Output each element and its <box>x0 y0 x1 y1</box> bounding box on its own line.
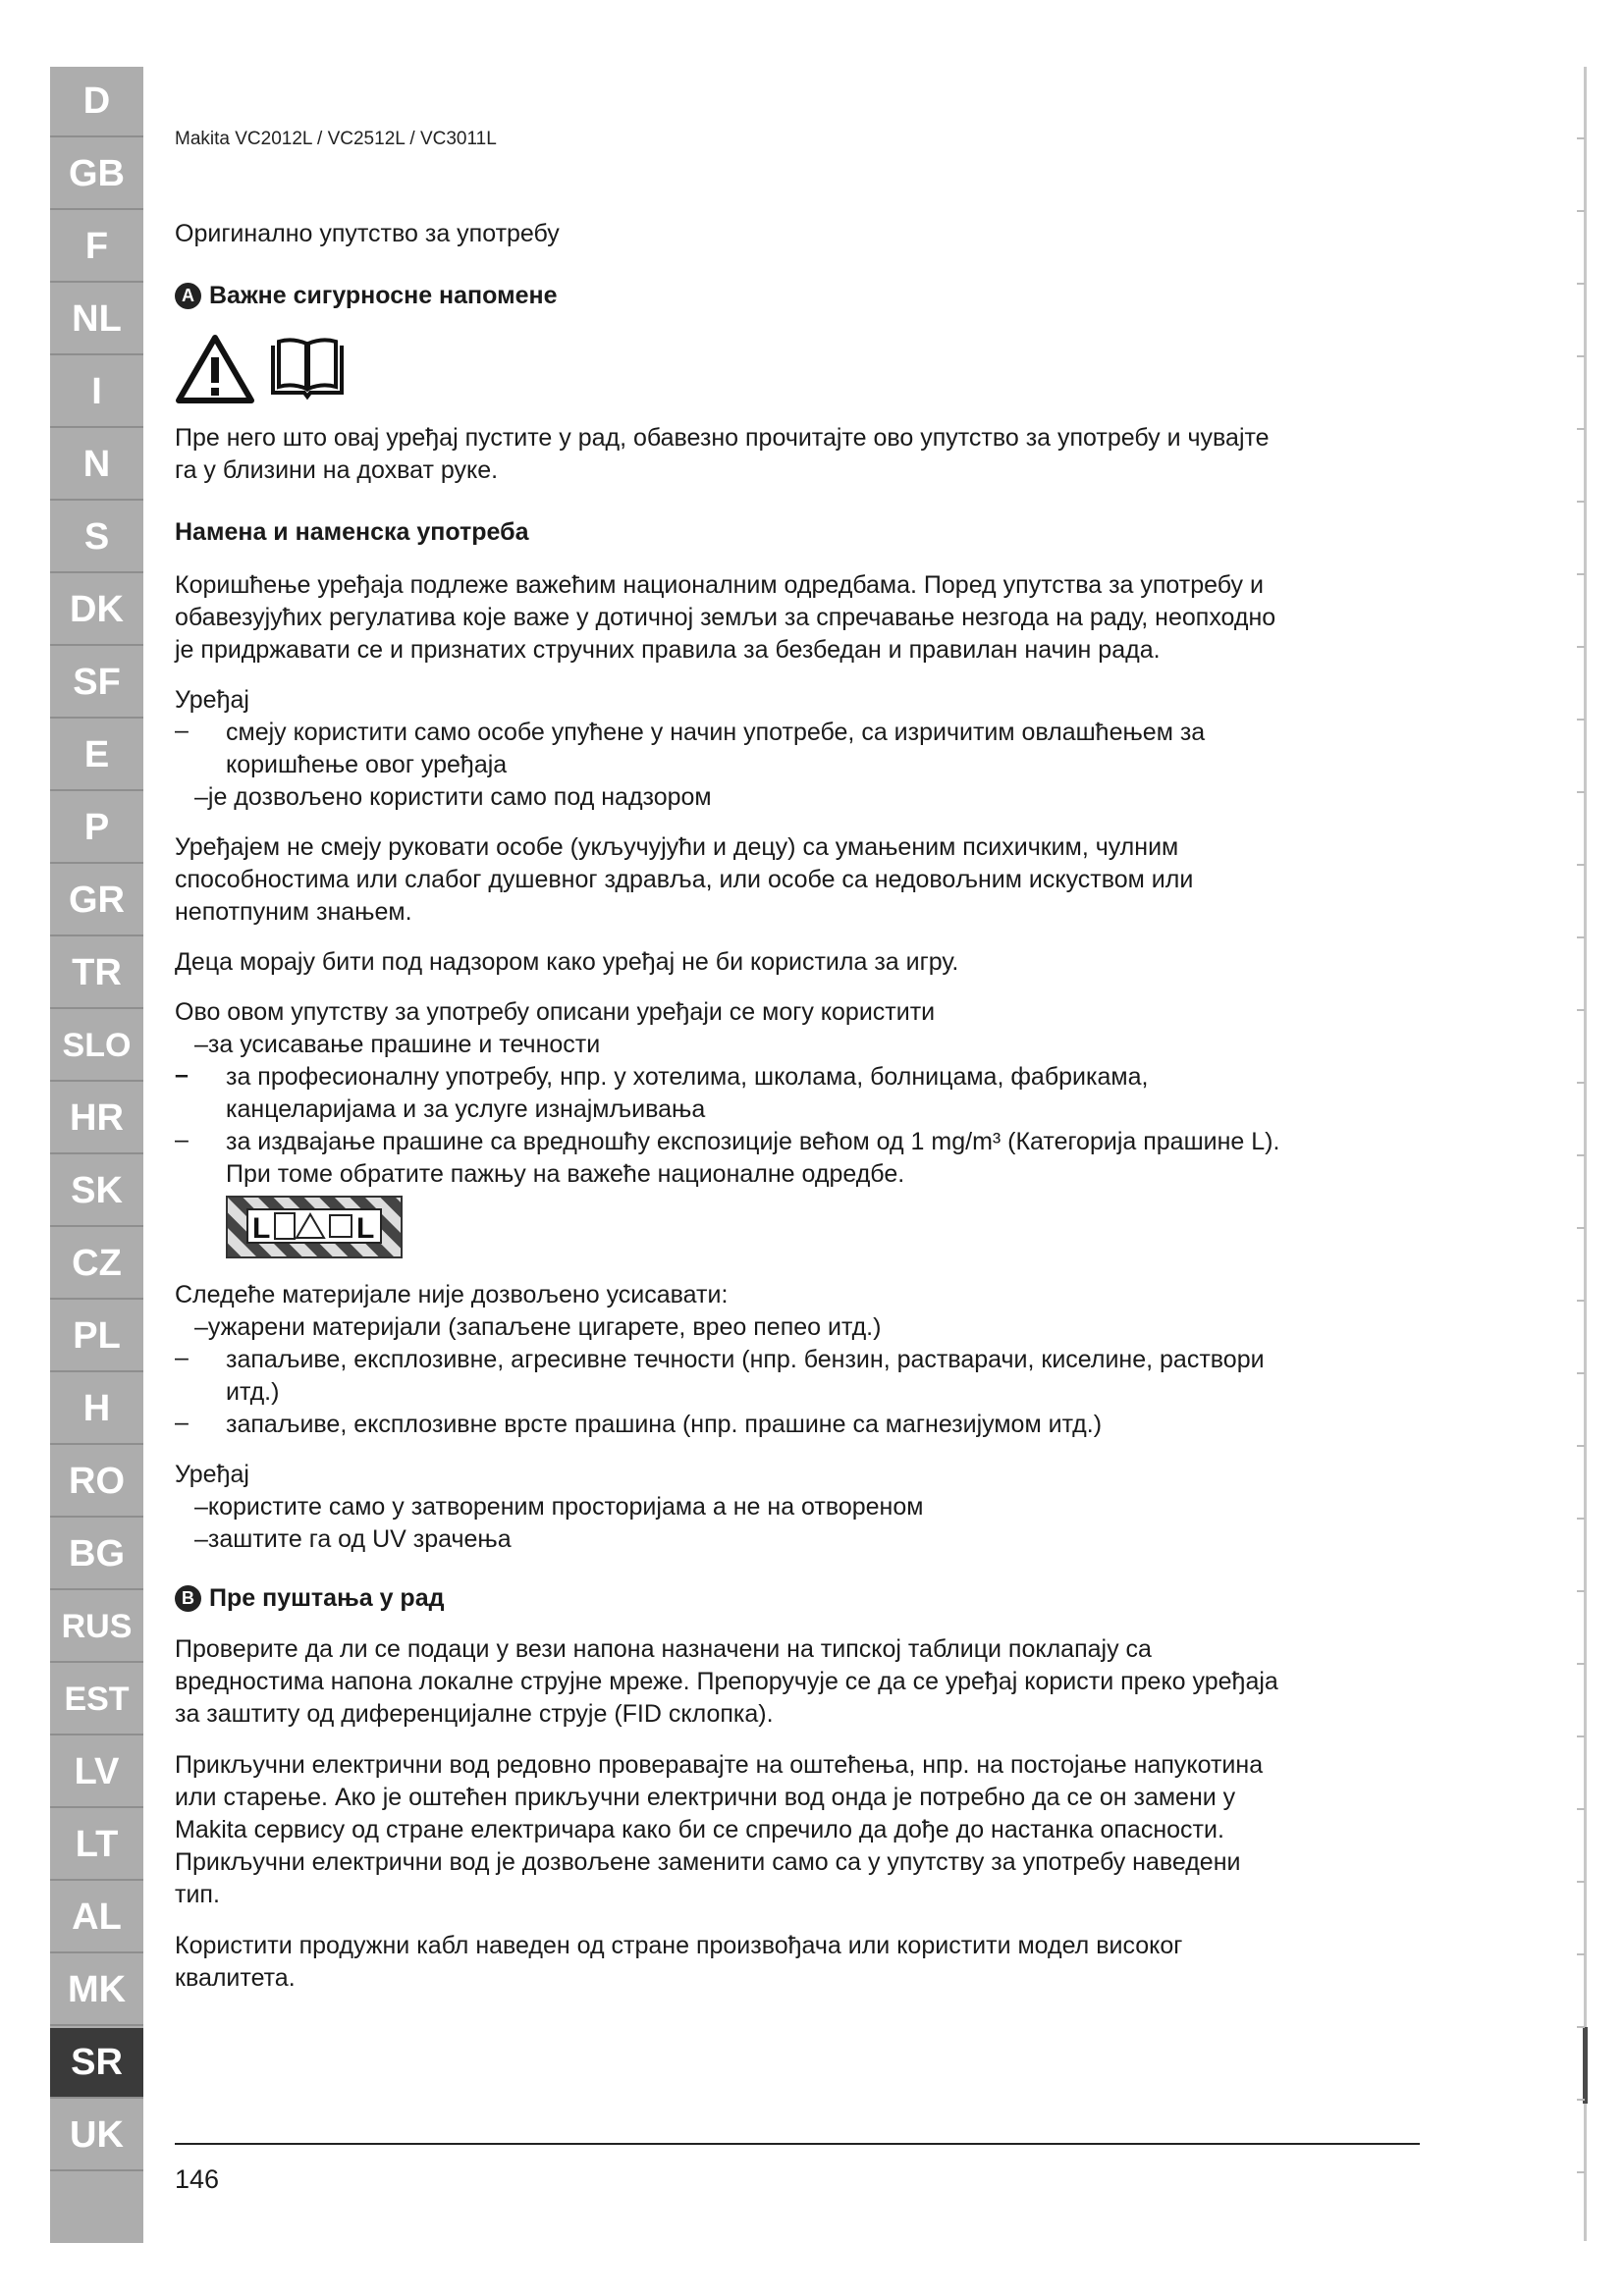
lang-tab-est[interactable]: EST <box>50 1665 143 1735</box>
handicap-paragraph <box>175 831 1422 929</box>
margin-tick <box>1577 936 1585 938</box>
lang-tab-slo[interactable]: SLO <box>50 1011 143 1082</box>
text-line: запаљиве, експлозивне, агресивне течности (нпр. бензин, растварачи, киселине, раствори <box>226 1346 1265 1373</box>
lang-tab-cz[interactable]: CZ <box>50 1229 143 1300</box>
lang-tab-h[interactable]: H <box>50 1374 143 1445</box>
forbidden-item-2 <box>226 1344 1265 1409</box>
margin-tick <box>1577 573 1585 575</box>
device2-label: Уређај <box>175 1461 249 1488</box>
lang-tab-sk[interactable]: SK <box>50 1156 143 1227</box>
voltage-paragraph <box>175 1633 1422 1731</box>
margin-tick <box>1577 1009 1585 1011</box>
lang-tab-tr[interactable]: TR <box>50 938 143 1009</box>
dust-class-left-letter: L <box>252 1212 271 1245</box>
margin-tick <box>1577 1808 1585 1810</box>
footer-rule <box>175 2143 1420 2145</box>
text-line: непотпуним знањем. <box>175 898 412 926</box>
margin-tick <box>1577 1300 1585 1302</box>
lang-tab-nl[interactable]: NL <box>50 285 143 355</box>
margin-tick <box>1577 1735 1585 1737</box>
margin-tick <box>1577 501 1585 503</box>
read-manual-icon <box>267 334 348 404</box>
lang-tab-e[interactable]: E <box>50 721 143 791</box>
text-line: тип. <box>175 1881 220 1908</box>
margin-tick <box>1577 137 1585 139</box>
page-number: 146 <box>175 2164 220 2194</box>
text-line: Makita сервису од стране електричара како би се спречило да дође до настанка опасности. <box>175 1816 1224 1843</box>
document-subtitle: Оригинално упутство за употребу <box>175 220 560 247</box>
right-margin-marker <box>1583 2027 1588 2104</box>
lang-tab-f[interactable]: F <box>50 212 143 283</box>
margin-tick <box>1577 1082 1585 1084</box>
device2-item-1: –користите само у затвореним просторијама а не на отвореном <box>194 1493 924 1521</box>
margin-tick <box>1577 719 1585 721</box>
lang-tab-n[interactable]: N <box>50 430 143 501</box>
margin-tick <box>1577 1881 1585 1883</box>
text-line: Проверите да ли се подаци у вези напона назначени на типској таблици поклапају са <box>175 1635 1152 1663</box>
forbidden-item-3: запаљиве, експлозивне врсте прашина (нпр. прашине са магнезијумом итд.) <box>226 1411 1103 1438</box>
text-line: Пре него што овај уређај пустите у рад, обавезно прочитајте ово упутство за употребу и чувајте <box>175 424 1270 452</box>
text-line: Уређајем не смеју руковати особе (укључујући и децу) са умањеним психичким, чулним <box>175 833 1179 861</box>
text-line: обавезујућих регулатива које важе у дотичној земљи за спречавање незгода на раду, неопходно <box>175 604 1276 631</box>
margin-tick <box>1577 1590 1585 1592</box>
usage-item-3 <box>226 1126 1279 1191</box>
intro-paragraph <box>175 422 1422 487</box>
device-label: Уређај <box>175 686 249 714</box>
section-b-title: Пре пуштања у рад <box>209 1584 445 1612</box>
lang-tab-dk[interactable]: DK <box>50 575 143 646</box>
cable-paragraph <box>175 1749 1422 1911</box>
margin-tick <box>1577 210 1585 212</box>
lang-tab-gb[interactable]: GB <box>50 139 143 210</box>
lang-tab-sf[interactable]: SF <box>50 648 143 719</box>
list-dash: – <box>175 1409 189 1436</box>
text-line: Коришћење уређаја подлеже важећим националним одредбама. Поред упутства за употребу и <box>175 571 1264 599</box>
lang-tab-s[interactable]: S <box>50 503 143 573</box>
text-line: вредностима напона локалне струјне мреже. Препоручује се да се уређај користи преко уређаја <box>175 1668 1278 1695</box>
margin-tick <box>1577 1372 1585 1374</box>
text-line: Прикључни електрични вод редовно проверавајте на оштећења, нпр. на постојање напукотина <box>175 1751 1264 1779</box>
model-header: Makita VC2012L / VC2512L / VC3011L <box>175 129 497 149</box>
margin-tick <box>1577 1154 1585 1156</box>
lang-tab-pl[interactable]: PL <box>50 1302 143 1372</box>
dust-class-right-letter: L <box>356 1212 375 1245</box>
margin-tick <box>1577 1445 1585 1447</box>
margin-tick <box>1577 864 1585 866</box>
section-a-title: Важне сигурносне напомене <box>209 282 558 309</box>
text-line: смеју користити само особе упућене у начин употребе, са изричитим овлашћењем за <box>226 719 1206 746</box>
text-line: квалитета. <box>175 1964 296 1992</box>
margin-tick <box>1577 2099 1585 2101</box>
text-line: га у близини на дохват руке. <box>175 456 499 484</box>
lang-tab-lv[interactable]: LV <box>50 1737 143 1808</box>
lang-tab-p[interactable]: P <box>50 793 143 864</box>
lang-tab-bg[interactable]: BG <box>50 1520 143 1590</box>
margin-tick <box>1577 428 1585 430</box>
margin-tick <box>1577 283 1585 285</box>
text-line: При томе обратите пажњу на важеће националне одредбе. <box>226 1160 905 1188</box>
section-a-badge: A <box>175 283 201 309</box>
section-b-heading <box>175 1584 444 1613</box>
device2-item-2: –заштите га од UV зрачења <box>194 1525 512 1553</box>
forbidden-item-1: –ужарени материјали (запаљене цигарете, врео пепео итд.) <box>194 1313 882 1341</box>
warning-icon <box>175 334 255 404</box>
extension-paragraph <box>175 1930 1422 1995</box>
lang-tab-hr[interactable]: HR <box>50 1084 143 1154</box>
text-line: за издвајање прашине са вредношћу експозиције већом од 1 mg/m³ (Категорија прашине L). <box>226 1128 1280 1155</box>
dust-class-label <box>226 1196 403 1258</box>
margin-tick <box>1577 2026 1585 2028</box>
margin-tick <box>1577 1518 1585 1520</box>
margin-tick <box>1577 2171 1585 2173</box>
device-item-1 <box>226 717 1205 781</box>
margin-tick <box>1577 1227 1585 1229</box>
section-a-heading <box>175 282 558 310</box>
safety-icons <box>175 334 348 404</box>
text-line: канцеларијама и за услуге изнајмљивања <box>226 1095 706 1123</box>
lang-tab-mk[interactable]: MK <box>50 1955 143 2026</box>
lang-tab-sr[interactable]: SR <box>50 2028 143 2099</box>
lang-tab-uk[interactable]: UK <box>50 2101 143 2171</box>
text-line: коришћење овог уређаја <box>226 751 508 778</box>
text-line: способностима или слабог душевног здравља, или особе са недовољним искуством или <box>175 866 1194 893</box>
usage-intro: Ово овом упутству за употребу описани уређаји се могу користити <box>175 998 936 1026</box>
language-tab-bar <box>50 67 143 2243</box>
list-dash: – <box>175 1126 189 1153</box>
list-dash: – <box>175 1061 189 1089</box>
children-paragraph: Деца морају бити под надзором како уређај не би користила за игру. <box>175 948 959 976</box>
margin-tick <box>1577 646 1585 648</box>
usage-item-1: –за усисавање прашине и течности <box>194 1031 601 1058</box>
usage-item-2 <box>226 1061 1148 1126</box>
text-line: итд.) <box>226 1378 280 1406</box>
margin-tick <box>1577 1953 1585 1955</box>
section-b-badge: B <box>175 1585 201 1612</box>
text-line: или старење. Ако је оштећен прикључни електрични вод онда је потребно да се он замени у <box>175 1784 1236 1811</box>
lang-tab-ro[interactable]: RO <box>50 1447 143 1518</box>
margin-tick <box>1577 355 1585 357</box>
purpose-heading: Намена и наменска употреба <box>175 518 529 546</box>
lang-tab-rus[interactable]: RUS <box>50 1592 143 1663</box>
text-line: је придржавати се и признатих стручних правила за безбедан и правилан начин рада. <box>175 636 1161 664</box>
lang-tab-al[interactable]: AL <box>50 1883 143 1953</box>
list-dash: – <box>175 717 189 744</box>
forbidden-intro: Следеће материјале није дозвољено усисавати: <box>175 1281 729 1308</box>
lang-tab-d[interactable]: D <box>50 67 143 137</box>
lang-tab-gr[interactable]: GR <box>50 866 143 936</box>
device-item-2: –је дозвољено користити само под надзором <box>194 783 712 811</box>
lang-tab-lt[interactable]: LT <box>50 1810 143 1881</box>
text-line: Користити продужни кабл наведен од стране произвођача или користити модел високог <box>175 1932 1183 1959</box>
purpose-paragraph <box>175 569 1422 667</box>
margin-tick <box>1577 1663 1585 1665</box>
list-dash: – <box>175 1344 189 1371</box>
text-line: за заштиту од диференцијалне струје (FID склопка). <box>175 1700 774 1728</box>
text-line: за професионалну употребу, нпр. у хотелима, школама, болницама, фабрикама, <box>226 1063 1149 1091</box>
text-line: Прикључни електрични вод је дозвољене заменити само са у упутству за употребу наведени <box>175 1848 1241 1876</box>
margin-tick <box>1577 791 1585 793</box>
lang-tab-i[interactable]: I <box>50 357 143 428</box>
